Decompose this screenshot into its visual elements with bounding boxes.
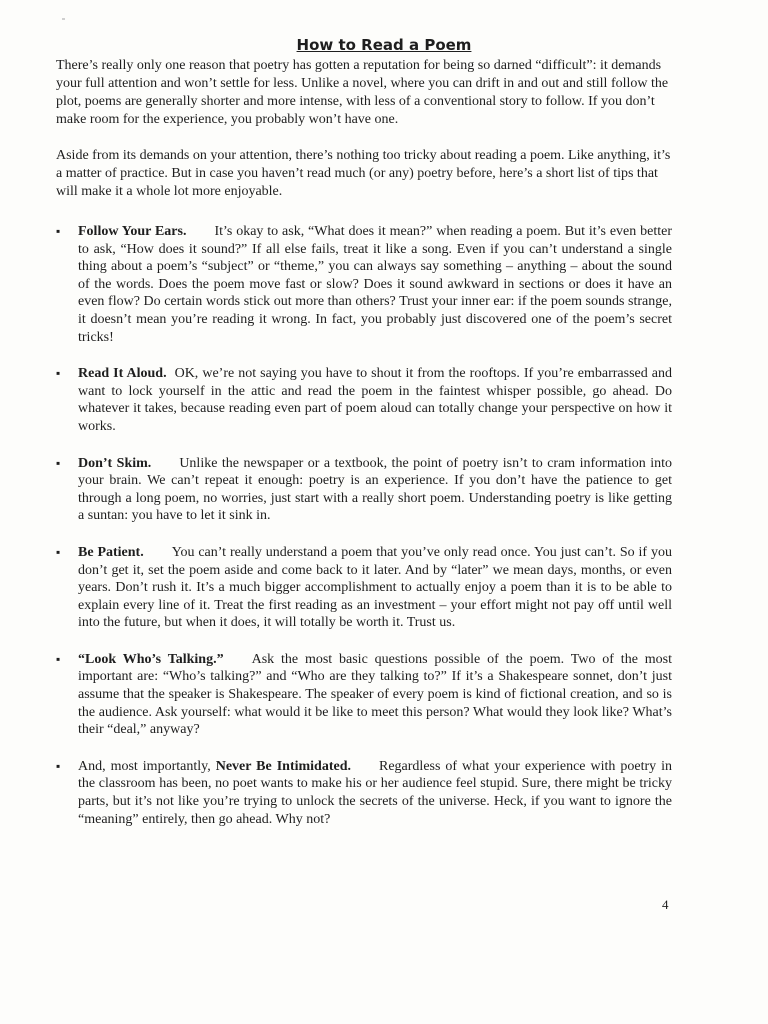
tip-item-never-be-intimidated: [56, 758, 672, 828]
tip-item-read-it-aloud: [56, 365, 672, 435]
tip-prefix: And, most importantly,: [78, 758, 216, 774]
tip-item-follow-your-ears: [56, 223, 672, 346]
intro-paragraph-2: Aside from its demands on your attention, there’s nothing too tricky about reading a poem. Like anything, it’s a matter of practice. But in case you haven’t read much (or any) poetry before, here’s a short list of tips that will make it a whole lot more enjoyable.: [56, 148, 671, 199]
tip-heading: Read It Aloud.: [78, 366, 167, 382]
tip-text: Regardless of what your experience with poetry in the classroom has been, no poet wants to make his or her audience feel stupid. Sure, there might be tricky parts, but it’s not like you’re trying to unlock the secrets of the universe. Heck, if you want to ignore the “meaning” entirely, then go ahead. Why not?: [78, 758, 672, 827]
page-number: 4: [662, 897, 669, 912]
tip-item-be-patient: [56, 544, 672, 632]
page-title: How to Read a Poem: [296, 36, 472, 54]
tip-heading: Never Be Intimidated.: [215, 758, 351, 774]
tip-heading: Be Patient.: [78, 544, 144, 560]
tip-text: Unlike the newspaper or a textbook, the point of poetry isn’t to cram information into your brain. We can’t repeat it enough: poetry is an experience. If you don’t have the patience to get through a long poem, no worries, just start with a really short poem. Understanding poetry is like getting a suntan: you have to let it sink in.: [78, 455, 672, 524]
tip-text: Ask the most basic questions possible of the poem. Two of the most important are: “Who’s talking?” and “Who are they talking to?” If it’s a Shakespeare sonnet, don’t just assume that the speaker is Shakespeare. The speaker of every poem is kind of fictional creation, and so is the audience. Ask yourself: what would it be like to meet this person? What would they look like? What’s their “deal,” anyway?: [78, 651, 672, 738]
tip-text: OK, we’re not saying you have to shout it from the rooftops. If you’re embarrassed and want to lock yourself in the attic and read the poem in the faintest whisper possible, go ahead. Do whatever it takes, because reading even part of poem aloud can totally change your perspective on how it works.: [78, 366, 672, 434]
tip-heading: Don’t Skim.: [78, 455, 152, 471]
bullet-icon: ▪: [56, 366, 61, 381]
bullet-icon: ▪: [56, 651, 61, 666]
tip-item-look-whos-talking: [56, 651, 672, 739]
intro-paragraph-1: There’s really only one reason that poetry has gotten a reputation for being so darned “difficult”: it demands your full attention and won’t settle for less. Unlike a novel, where you can drift in and out and still follow the plot, poems are generally shorter and more intense, with less of a conventional story to follow. If you don’t make room for the experience, you probably won’t have one.: [56, 58, 669, 127]
tip-text: It’s okay to ask, “What does it mean?” when reading a poem. But it’s even better to ask, “How does it sound?” If all else fails, treat it like a song. Even if you can’t understand a single thing about a poem’s “subject” or “theme,” you can always say something – anything – about the sound of the words. Does the poem move fast or slow? Does it sound awkward in sections or does it have an even flow? Do certain words stick out more than others? Trust your inner ear: if the poem sounds strange, it doesn’t mean you’re reading it wrong. In fact, you probably just discovered one of the poem’s secret tricks!: [78, 224, 672, 345]
tips-list: [56, 223, 672, 828]
tip-heading: Follow Your Ears.: [78, 224, 187, 239]
bullet-icon: ▪: [56, 758, 61, 773]
bullet-icon: ▪: [56, 224, 61, 238]
tip-item-dont-skim: [56, 455, 672, 525]
tip-text: You can’t really understand a poem that you’ve only read once. You just can’t. So if you don’t get it, set the poem aside and come back to it later. And by “later” we mean days, months, or even years. Don’t rush it. It’s a much bigger accomplishment to actually enjoy a poem than it is to be able to explain every line of it. Treat the first reading as an investment – your effort might not pay off until well into the future, but when it does, it will totally be worth it. Trust us.: [78, 544, 672, 631]
scan-speck: [62, 18, 65, 20]
tip-heading: “Look Who’s Talking.”: [78, 651, 224, 667]
bullet-icon: ▪: [56, 455, 61, 470]
bullet-icon: ▪: [56, 544, 61, 559]
